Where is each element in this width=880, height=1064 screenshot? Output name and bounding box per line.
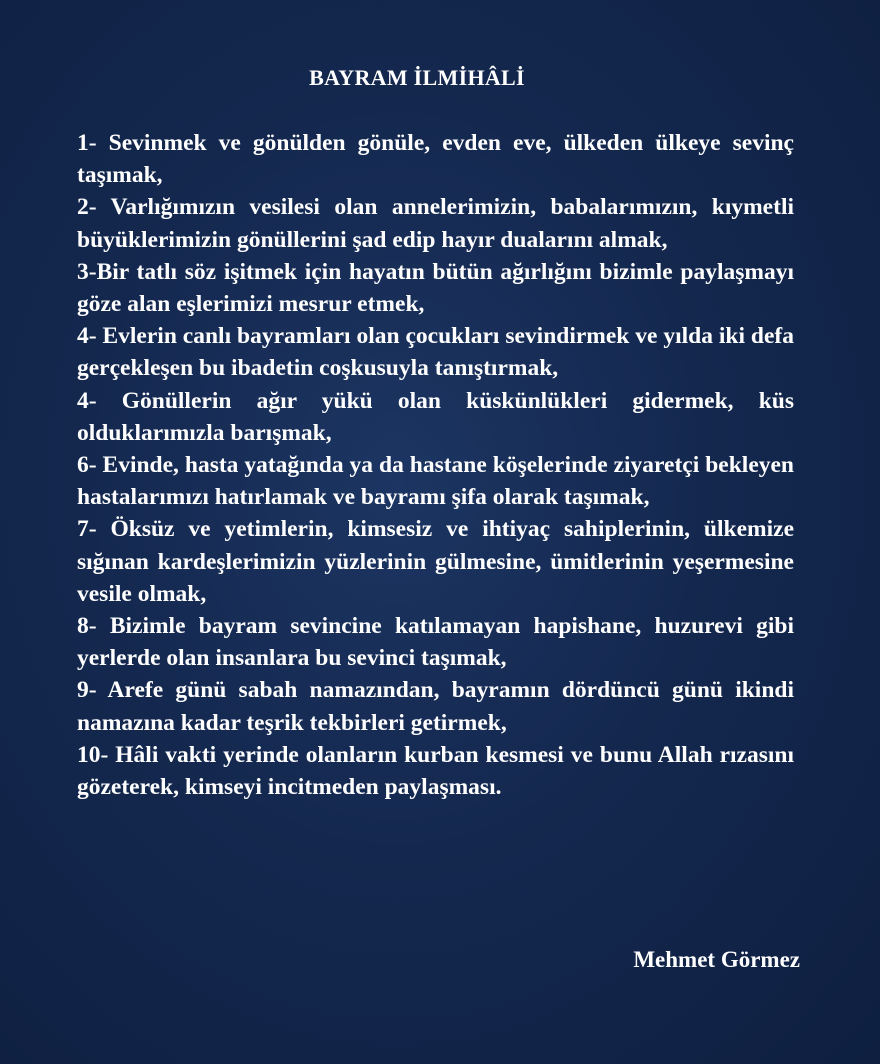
- list-item-3: 3-Bir tatlı söz işitmek için hayatın bütün ağırlığını bizimle paylaşmayı göze alan eşlerimizi mesrur etmek,: [77, 258, 794, 318]
- list-item-8: 8- Bizimle bayram sevincine katılamayan hapishane, huzurevi gibi yerlerde olan insanlara bu sevinci taşımak,: [77, 613, 794, 672]
- list-item-5: 4- Gönüllerin ağır yükü olan küskünlükleri gidermek, küs olduklarımızla barışmak,: [77, 387, 794, 446]
- list-item-1: 1- Sevinmek ve gönülden gönüle, evden eve, ülkeden ülkeye sevinç taşımak,: [77, 130, 794, 189]
- item-list: [77, 127, 794, 803]
- list-item-10: 10- Hâli vakti yerinde olanların kurban kesmesi ve bunu Allah rızasını gözeterek, kimseyi incitmeden paylaşması.: [77, 741, 794, 801]
- list-item-9: 9- Arefe günü sabah namazından, bayramın dördüncü günü ikindi namazına kadar teşrik tekbirleri getirmek,: [77, 677, 794, 736]
- list-item-7: 7- Öksüz ve yetimlerin, kimsesiz ve ihtiyaç sahiplerinin, ülkemize sığınan kardeşlerimizin yüzlerinin gülmesine, ümitlerinin yeşermesine vesile olmak,: [77, 516, 794, 607]
- document-title: BAYRAM İLMİHÂLİ: [309, 65, 525, 90]
- list-item-4: 4- Evlerin canlı bayramları olan çocukları sevindirmek ve yılda iki defa gerçekleşen bu ibadetin coşkusuyla tanıştırmak,: [77, 323, 794, 382]
- list-item-6: 6- Evinde, hasta yatağında ya da hastane köşelerinde ziyaretçi bekleyen hastalarımızı hatırlamak ve bayramı şifa olarak taşımak,: [77, 452, 794, 511]
- list-item-2: 2- Varlığımızın vesilesi olan annelerimizin, babalarımızın, kıymetli büyüklerimizin gönüllerini şad edip hayır dualarını almak,: [77, 194, 794, 253]
- author-signature: Mehmet Görmez: [633, 947, 800, 972]
